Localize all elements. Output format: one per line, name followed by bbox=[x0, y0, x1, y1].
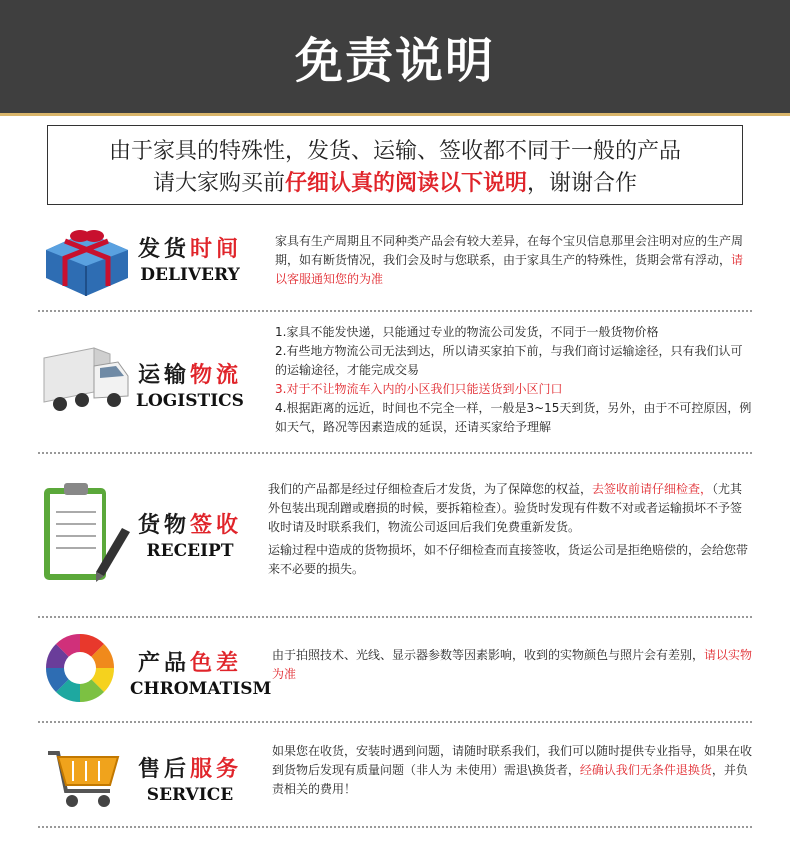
section-title: 售后服务 SERVICE bbox=[137, 757, 243, 805]
shopping-cart-icon bbox=[38, 735, 128, 815]
dotted-divider bbox=[38, 616, 752, 618]
section-title: 货物签收 RECEIPT bbox=[137, 513, 243, 561]
section-text: 如果您在收货，安装时遇到问题，请随时联系我们，我们可以随时提供专业指导，如果在收到货物后发现有质量问题（非人为 未使用）需退\换货者，经确认我们无条件退换货，并负责相关的费用！ bbox=[272, 744, 753, 796]
notice-highlight: 仔细认真的阅读以下说明 bbox=[284, 171, 527, 196]
section-title: 发货时间 DELIVERY bbox=[137, 237, 243, 285]
list-item: 3.对于不让物流车入内的小区我们只能送货到小区门口 bbox=[275, 382, 563, 396]
dotted-divider bbox=[38, 310, 752, 312]
section-list bbox=[275, 323, 753, 437]
list-item: 4.根据距离的远近，时间也不完全一样，一般是3~15天到货，另外，由于不可控原因，例如天气，路况等因素造成的延误，还请买家给予理解 bbox=[275, 401, 752, 434]
page-title: 免责说明 bbox=[294, 33, 495, 89]
section-text: 家具有生产周期且不同种类产品会有较大差异，在每个宝贝信息那里会注明对应的生产周期，如有断货情况，我们会及时与您联系，由于家具生产的特殊性，货期会常有浮动，请以客服通知您的为准 bbox=[275, 234, 744, 286]
divider bbox=[0, 113, 790, 116]
notice-line-2: 请大家购买前仔细认真的阅读以下说明，谢谢合作 bbox=[152, 171, 638, 196]
notice-box bbox=[47, 125, 743, 205]
gift-box-icon bbox=[38, 220, 128, 300]
clipboard-pen-icon bbox=[38, 480, 128, 560]
dotted-divider bbox=[38, 452, 752, 454]
truck-icon bbox=[38, 340, 128, 420]
list-item: 2.有些地方物流公司无法到达，所以请买家拍下前，与我们商讨运输途径，只有我们认可的运输途径，才能完成交易 bbox=[275, 344, 743, 377]
section-text: 由于拍照技术、光线、显示器参数等因素影响，收到的实物颜色与照片会有差别，请以实物为准 bbox=[272, 648, 753, 681]
notice-line-1: 由于家具的特殊性，发货、运输、签收都不同于一般的产品 bbox=[108, 139, 681, 164]
list-item: 1.家具不能发快递，只能通过专业的物流公司发货，不同于一般货物价格 bbox=[275, 325, 659, 339]
color-wheel-icon bbox=[38, 628, 128, 708]
section-title: 运输物流 LOGISTICS bbox=[136, 363, 244, 411]
header-banner bbox=[0, 0, 790, 113]
dotted-divider bbox=[38, 826, 752, 828]
section-text: 我们的产品都是经过仔细检查后才发货，为了保障您的权益，去签收前请仔细检查，（尤其外包装出现刮蹭或磨损的时候，要拆箱检查）。验货时发现有件数不对或者运输损坏不予签收时请及时联系我们，物流公司返回后我们免费重新发货。 运输过程中造成的货物损坏，如不仔细检查而直接签收，货运公司是拒绝赔偿的，会给您带来不必要的损失。 bbox=[268, 482, 749, 576]
section-title: 产品色差 CHROMATISM bbox=[130, 651, 272, 699]
dotted-divider bbox=[38, 721, 752, 723]
